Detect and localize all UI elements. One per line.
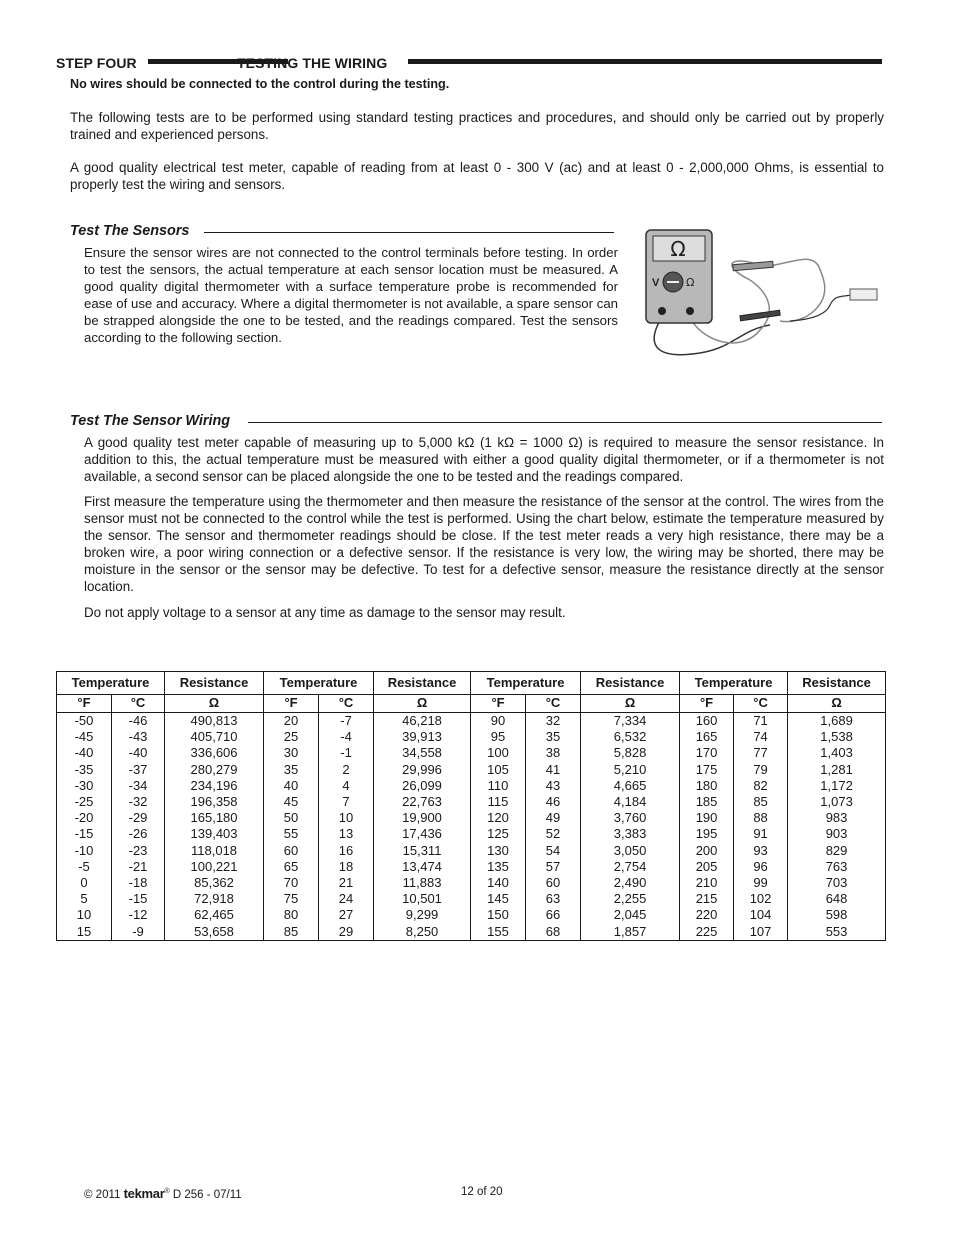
unit-ohm: Ω bbox=[581, 695, 680, 713]
table-cell: 65 bbox=[264, 859, 319, 875]
resistance-header: Resistance bbox=[374, 672, 471, 695]
unit-fahrenheit: °F bbox=[264, 695, 319, 713]
table-cell: -21 bbox=[112, 859, 165, 875]
sensors-heading: Test The Sensors bbox=[70, 223, 190, 239]
table-cell: 105 bbox=[471, 762, 526, 778]
table-cell: 30 bbox=[264, 745, 319, 761]
table-row bbox=[57, 713, 886, 730]
table-cell: 15,311 bbox=[374, 843, 471, 859]
table-cell: 15 bbox=[57, 924, 112, 941]
table-cell: 55 bbox=[264, 826, 319, 842]
meter-jack-v bbox=[686, 307, 694, 315]
table-cell: 35 bbox=[264, 762, 319, 778]
table-cell: 165,180 bbox=[165, 810, 264, 826]
table-cell: 1,073 bbox=[788, 794, 886, 810]
table-cell: 85,362 bbox=[165, 875, 264, 891]
sensors-heading-rule bbox=[204, 232, 614, 233]
table-unit-row bbox=[57, 695, 886, 713]
step-header bbox=[56, 55, 882, 73]
table-cell: 234,196 bbox=[165, 778, 264, 794]
table-cell: 160 bbox=[680, 713, 734, 730]
table-row bbox=[57, 924, 886, 941]
table-cell: -23 bbox=[112, 843, 165, 859]
table-row bbox=[57, 891, 886, 907]
table-cell: 38 bbox=[526, 745, 581, 761]
table-cell: 85 bbox=[734, 794, 788, 810]
table-cell: -40 bbox=[57, 745, 112, 761]
table-cell: 11,883 bbox=[374, 875, 471, 891]
table-cell: 120 bbox=[471, 810, 526, 826]
table-cell: -50 bbox=[57, 713, 112, 730]
table-cell: 1,172 bbox=[788, 778, 886, 794]
table-cell: 220 bbox=[680, 907, 734, 923]
table-cell: -37 bbox=[112, 762, 165, 778]
table-cell: -34 bbox=[112, 778, 165, 794]
table-cell: 68 bbox=[526, 924, 581, 941]
unit-celsius: °C bbox=[734, 695, 788, 713]
table-cell: 405,710 bbox=[165, 729, 264, 745]
table-cell: 553 bbox=[788, 924, 886, 941]
table-cell: 983 bbox=[788, 810, 886, 826]
table-cell: 135 bbox=[471, 859, 526, 875]
table-cell: 10 bbox=[319, 810, 374, 826]
table-cell: 18 bbox=[319, 859, 374, 875]
meter-ohm-label: Ω bbox=[686, 276, 695, 289]
table-cell: 16 bbox=[319, 843, 374, 859]
unit-fahrenheit: °F bbox=[57, 695, 112, 713]
resistance-header: Resistance bbox=[581, 672, 680, 695]
table-cell: 1,403 bbox=[788, 745, 886, 761]
table-cell: 19,900 bbox=[374, 810, 471, 826]
table-cell: 25 bbox=[264, 729, 319, 745]
multimeter-illustration bbox=[640, 225, 885, 360]
table-cell: 6,532 bbox=[581, 729, 680, 745]
table-cell: -5 bbox=[57, 859, 112, 875]
unit-ohm: Ω bbox=[374, 695, 471, 713]
table-cell: 100,221 bbox=[165, 859, 264, 875]
table-cell: 74 bbox=[734, 729, 788, 745]
meter-jack-com bbox=[658, 307, 666, 315]
step-label: STEP FOUR bbox=[56, 55, 137, 71]
sensor-wire bbox=[790, 295, 852, 321]
table-cell: 7 bbox=[319, 794, 374, 810]
table-cell: 190 bbox=[680, 810, 734, 826]
table-cell: 45 bbox=[264, 794, 319, 810]
unit-ohm: Ω bbox=[165, 695, 264, 713]
table-cell: 9,299 bbox=[374, 907, 471, 923]
table-cell: 2,045 bbox=[581, 907, 680, 923]
probe-tip-lower bbox=[740, 310, 780, 321]
table-cell: 1,281 bbox=[788, 762, 886, 778]
unit-celsius: °C bbox=[112, 695, 165, 713]
table-cell: 180 bbox=[680, 778, 734, 794]
table-cell: 27 bbox=[319, 907, 374, 923]
table-cell: -35 bbox=[57, 762, 112, 778]
table-cell: 175 bbox=[680, 762, 734, 778]
table-cell: 210 bbox=[680, 875, 734, 891]
table-cell: 96 bbox=[734, 859, 788, 875]
table-cell: 21 bbox=[319, 875, 374, 891]
table-cell: 4,184 bbox=[581, 794, 680, 810]
table-cell: 280,279 bbox=[165, 762, 264, 778]
table-cell: 195 bbox=[680, 826, 734, 842]
table-row bbox=[57, 778, 886, 794]
sensors-paragraph: Ensure the sensor wires are not connected to the control terminals before testing. In order to test the sensors, the actual temperature at each sensor location must be measured. A good quality digital thermometer with a surface temperature probe is recommended for ease of use and accuracy. Where a digital thermometer is not available, a spare sensor can be strapped alongside the one to be tested, and the readings compared. Test the sensors according to the following section. bbox=[84, 245, 618, 345]
table-cell: 3,050 bbox=[581, 843, 680, 859]
table-cell: 598 bbox=[788, 907, 886, 923]
table-row bbox=[57, 762, 886, 778]
table-cell: -29 bbox=[112, 810, 165, 826]
table-cell: 648 bbox=[788, 891, 886, 907]
unit-celsius: °C bbox=[526, 695, 581, 713]
table-cell: 110 bbox=[471, 778, 526, 794]
table-cell: 82 bbox=[734, 778, 788, 794]
table-cell: 215 bbox=[680, 891, 734, 907]
table-cell: 41 bbox=[526, 762, 581, 778]
footer-copyright: © 2011 bbox=[84, 1189, 121, 1201]
unit-ohm: Ω bbox=[788, 695, 886, 713]
table-row bbox=[57, 794, 886, 810]
table-cell: -32 bbox=[112, 794, 165, 810]
table-cell: 49 bbox=[526, 810, 581, 826]
table-cell: -18 bbox=[112, 875, 165, 891]
table-cell: 95 bbox=[471, 729, 526, 745]
table-cell: 118,018 bbox=[165, 843, 264, 859]
table-cell: 130 bbox=[471, 843, 526, 859]
wiring-paragraph-2: First measure the temperature using the thermometer and then measure the resistance of the sensor at the control. The wires from the sensor must not be connected to the control while the test is performed. Using the chart below, estimate the temperature measured by the sensor. The sensor and thermometer readings should be close. If the test meter reads a very high resistance, there may be a broken wire, a poor wiring connection or a defective sensor. If the resistance is very low, the wiring may be shorted, there may be moisture in the sensor or the sensor may be defective. To test for a defective sensor, measure the resistance directly at the sensor location. bbox=[84, 494, 884, 594]
table-row bbox=[57, 907, 886, 923]
table-cell: 0 bbox=[57, 875, 112, 891]
table-cell: 115 bbox=[471, 794, 526, 810]
table-cell: 39,913 bbox=[374, 729, 471, 745]
table-cell: 165 bbox=[680, 729, 734, 745]
table-cell: 3,760 bbox=[581, 810, 680, 826]
table-cell: 145 bbox=[471, 891, 526, 907]
temperature-header: Temperature bbox=[264, 672, 374, 695]
table-cell: 93 bbox=[734, 843, 788, 859]
table-cell: 85 bbox=[264, 924, 319, 941]
table-cell: 26,099 bbox=[374, 778, 471, 794]
table-cell: 100 bbox=[471, 745, 526, 761]
table-cell: -12 bbox=[112, 907, 165, 923]
table-cell: 43 bbox=[526, 778, 581, 794]
table-cell: -1 bbox=[319, 745, 374, 761]
intro-paragraph-2: A good quality electrical test meter, capable of reading from at least 0 - 300 V (ac) and at least 0 - 2,000,000 Ohms, is essential to properly test the wiring and sensors. bbox=[70, 160, 884, 192]
table-cell: 13,474 bbox=[374, 859, 471, 875]
table-cell: 170 bbox=[680, 745, 734, 761]
table-cell: 40 bbox=[264, 778, 319, 794]
table-cell: 52 bbox=[526, 826, 581, 842]
temperature-header: Temperature bbox=[57, 672, 165, 695]
table-cell: 763 bbox=[788, 859, 886, 875]
table-cell: 29,996 bbox=[374, 762, 471, 778]
table-cell: 34,558 bbox=[374, 745, 471, 761]
table-cell: 139,403 bbox=[165, 826, 264, 842]
table-row bbox=[57, 729, 886, 745]
table-cell: 5,210 bbox=[581, 762, 680, 778]
table-body bbox=[57, 713, 886, 941]
table-cell: 140 bbox=[471, 875, 526, 891]
sensor-body bbox=[850, 289, 877, 300]
table-row bbox=[57, 843, 886, 859]
table-cell: 90 bbox=[471, 713, 526, 730]
meter-display-symbol: Ω bbox=[670, 237, 686, 261]
table-cell: 20 bbox=[264, 713, 319, 730]
table-cell: 71 bbox=[734, 713, 788, 730]
table-cell: -46 bbox=[112, 713, 165, 730]
table-cell: 80 bbox=[264, 907, 319, 923]
table-cell: 46,218 bbox=[374, 713, 471, 730]
table-cell: 10,501 bbox=[374, 891, 471, 907]
table-cell: 10 bbox=[57, 907, 112, 923]
table-cell: -15 bbox=[57, 826, 112, 842]
table-cell: 7,334 bbox=[581, 713, 680, 730]
section-title: TESTING THE WIRING bbox=[237, 55, 388, 71]
wiring-paragraph-1: A good quality test meter capable of measuring up to 5,000 kΩ (1 kΩ = 1000 Ω) is required to measure the sensor resistance. In addition to this, the actual temperature must be measured with either a good quality digital thermometer, or if a thermometer is not available, a second sensor can be placed alongside the one to be tested and the readings compared. bbox=[84, 435, 884, 484]
resistance-table bbox=[56, 671, 886, 941]
table-cell: 22,763 bbox=[374, 794, 471, 810]
table-cell: 1,689 bbox=[788, 713, 886, 730]
table-cell: 4,665 bbox=[581, 778, 680, 794]
table-cell: 205 bbox=[680, 859, 734, 875]
table-cell: 225 bbox=[680, 924, 734, 941]
table-cell: 3,383 bbox=[581, 826, 680, 842]
table-cell: 196,358 bbox=[165, 794, 264, 810]
header-rule-right bbox=[408, 59, 882, 64]
table-cell: -9 bbox=[112, 924, 165, 941]
table-cell: 17,436 bbox=[374, 826, 471, 842]
table-cell: 77 bbox=[734, 745, 788, 761]
table-cell: -10 bbox=[57, 843, 112, 859]
table-cell: 1,857 bbox=[581, 924, 680, 941]
table-cell: 66 bbox=[526, 907, 581, 923]
footer-brand bbox=[84, 1186, 242, 1201]
registered-mark: ® bbox=[164, 1188, 170, 1196]
table-cell: 60 bbox=[264, 843, 319, 859]
table-cell: 75 bbox=[264, 891, 319, 907]
table-cell: 46 bbox=[526, 794, 581, 810]
intro-paragraph-1: The following tests are to be performed using standard testing practices and procedures, and should only be carried out by properly trained and experienced persons. bbox=[70, 110, 884, 142]
table-cell: 107 bbox=[734, 924, 788, 941]
table-cell: 104 bbox=[734, 907, 788, 923]
probe-tip-upper bbox=[733, 261, 773, 270]
table-cell: -15 bbox=[112, 891, 165, 907]
table-cell: -20 bbox=[57, 810, 112, 826]
table-cell: 29 bbox=[319, 924, 374, 941]
table-cell: 185 bbox=[680, 794, 734, 810]
table-cell: 200 bbox=[680, 843, 734, 859]
table-cell: 70 bbox=[264, 875, 319, 891]
warning-text: No wires should be connected to the control during the testing. bbox=[70, 77, 450, 91]
table-cell: 50 bbox=[264, 810, 319, 826]
table-row bbox=[57, 859, 886, 875]
table-row bbox=[57, 745, 886, 761]
tekmar-logo: tekmar bbox=[123, 1186, 165, 1201]
table-cell: 4 bbox=[319, 778, 374, 794]
table-cell: -7 bbox=[319, 713, 374, 730]
table-cell: -45 bbox=[57, 729, 112, 745]
wiring-heading: Test The Sensor Wiring bbox=[70, 413, 231, 429]
table-cell: 5,828 bbox=[581, 745, 680, 761]
table-cell: 490,813 bbox=[165, 713, 264, 730]
table-cell: 2 bbox=[319, 762, 374, 778]
table-cell: 53,658 bbox=[165, 924, 264, 941]
table-cell: 63 bbox=[526, 891, 581, 907]
table-row bbox=[57, 826, 886, 842]
temperature-header: Temperature bbox=[680, 672, 788, 695]
table-cell: 99 bbox=[734, 875, 788, 891]
table-cell: 60 bbox=[526, 875, 581, 891]
table-cell: 150 bbox=[471, 907, 526, 923]
table-cell: 88 bbox=[734, 810, 788, 826]
table-cell: 903 bbox=[788, 826, 886, 842]
table-cell: 1,538 bbox=[788, 729, 886, 745]
table-cell: -25 bbox=[57, 794, 112, 810]
table-cell: 13 bbox=[319, 826, 374, 842]
table-cell: -40 bbox=[112, 745, 165, 761]
table-cell: -26 bbox=[112, 826, 165, 842]
table-cell: 2,754 bbox=[581, 859, 680, 875]
table-cell: 8,250 bbox=[374, 924, 471, 941]
table-cell: 703 bbox=[788, 875, 886, 891]
resistance-header: Resistance bbox=[165, 672, 264, 695]
table-row bbox=[57, 875, 886, 891]
table-cell: 125 bbox=[471, 826, 526, 842]
wiring-paragraph-3: Do not apply voltage to a sensor at any time as damage to the sensor may result. bbox=[84, 605, 566, 620]
table-cell: 72,918 bbox=[165, 891, 264, 907]
table-cell: 91 bbox=[734, 826, 788, 842]
table-cell: 829 bbox=[788, 843, 886, 859]
table-cell: 102 bbox=[734, 891, 788, 907]
footer-page-number: 12 of 20 bbox=[461, 1186, 503, 1198]
table-cell: -30 bbox=[57, 778, 112, 794]
meter-volt-label: V bbox=[652, 277, 660, 289]
table-cell: 62,465 bbox=[165, 907, 264, 923]
table-cell: 336,606 bbox=[165, 745, 264, 761]
table-cell: 2,490 bbox=[581, 875, 680, 891]
table-cell: 35 bbox=[526, 729, 581, 745]
table-cell: 155 bbox=[471, 924, 526, 941]
resistance-header: Resistance bbox=[788, 672, 886, 695]
unit-celsius: °C bbox=[319, 695, 374, 713]
table-cell: 5 bbox=[57, 891, 112, 907]
table-cell: 57 bbox=[526, 859, 581, 875]
table-cell: -4 bbox=[319, 729, 374, 745]
table-cell: 79 bbox=[734, 762, 788, 778]
unit-fahrenheit: °F bbox=[680, 695, 734, 713]
table-row bbox=[57, 810, 886, 826]
table-cell: 24 bbox=[319, 891, 374, 907]
table-header-row bbox=[57, 672, 886, 695]
unit-fahrenheit: °F bbox=[471, 695, 526, 713]
table-cell: 2,255 bbox=[581, 891, 680, 907]
table-cell: 32 bbox=[526, 713, 581, 730]
wiring-heading-rule bbox=[248, 422, 882, 423]
footer-doc-number: D 256 - 07/11 bbox=[172, 1189, 242, 1201]
temperature-header: Temperature bbox=[471, 672, 581, 695]
table-cell: -43 bbox=[112, 729, 165, 745]
table-cell: 54 bbox=[526, 843, 581, 859]
